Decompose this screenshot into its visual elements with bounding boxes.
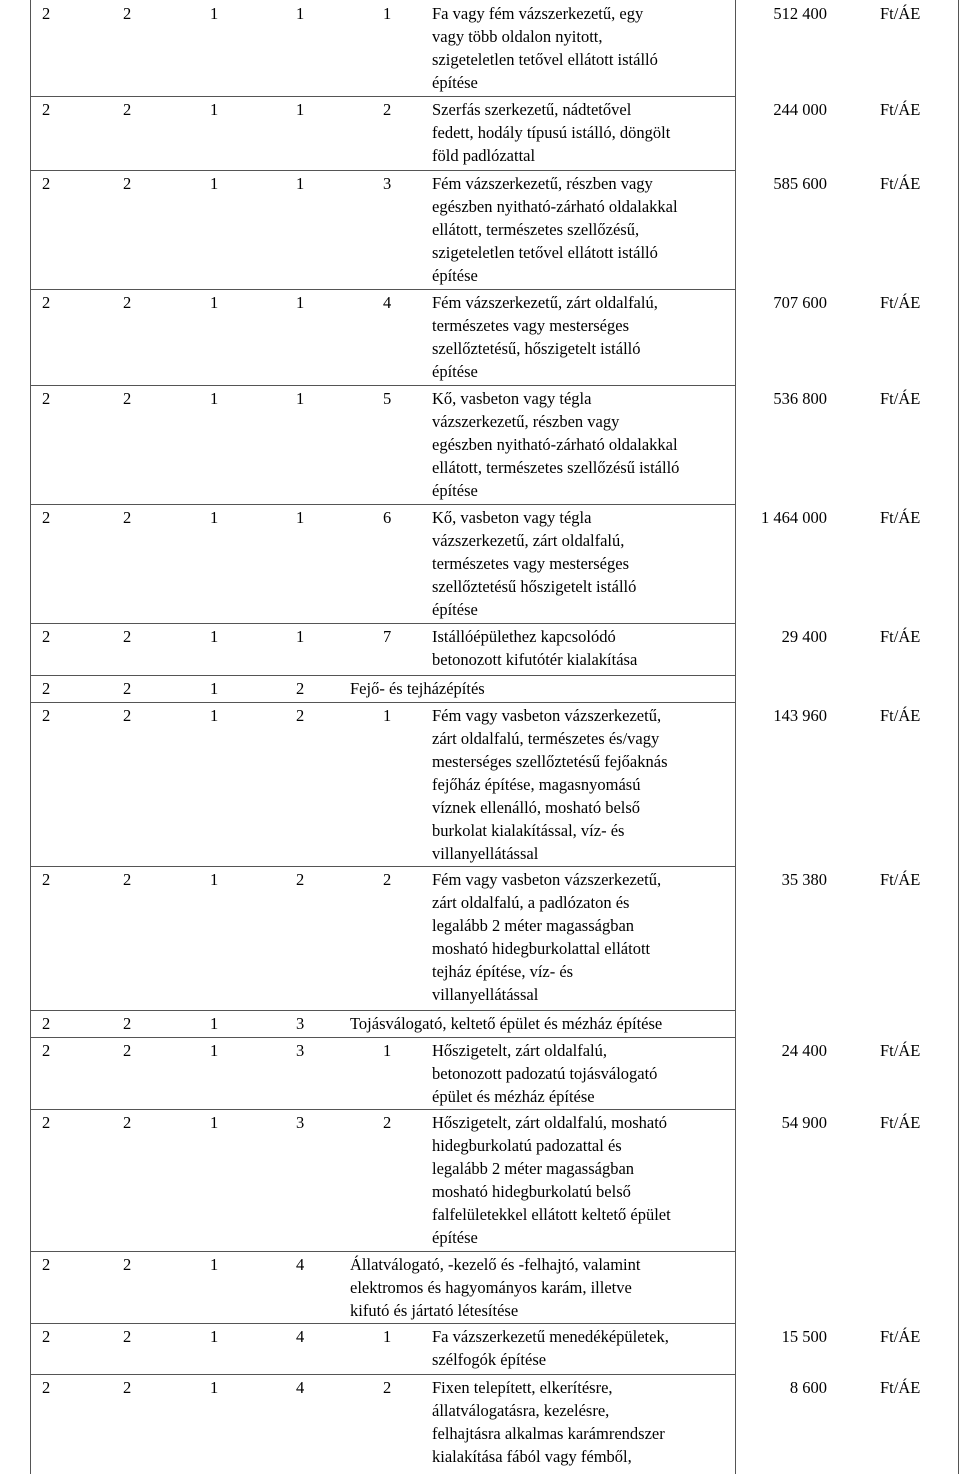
table-row: [0, 704, 960, 866]
code-digit: 2: [123, 4, 132, 23]
item-description: [432, 1325, 669, 1371]
item-description: [432, 387, 679, 502]
item-description: [432, 291, 658, 383]
table-row: [0, 1376, 960, 1474]
description-line: épület és mézház építése: [432, 1087, 595, 1106]
description-line: Kő, vasbeton vagy tégla: [432, 508, 592, 527]
description-line: Fa vázszerkezetű menedéképületek,: [432, 1327, 669, 1346]
code-digit: 3: [296, 1041, 305, 1060]
item-description: [350, 677, 485, 700]
description-line: legalább 2 méter magasságban: [432, 1159, 635, 1178]
code-digit: 2: [296, 679, 305, 698]
code-digit: 4: [296, 1378, 305, 1397]
code-digit: 2: [123, 679, 132, 698]
description-line: Kő, vasbeton vagy tégla: [432, 389, 592, 408]
code-digit: 2: [42, 389, 51, 408]
code-digit: 1: [210, 174, 219, 193]
code-digit: 1: [383, 1327, 392, 1346]
price-unit: Ft/ÁE: [880, 389, 921, 408]
code-digit: 1: [210, 1014, 219, 1033]
description-line: zárt oldalfalú, természetes és/vagy: [432, 729, 660, 748]
description-line: Állatválogató, -kezelő és -felhajtó, valamint: [350, 1255, 641, 1274]
row-divider: [30, 1010, 735, 1011]
description-line: szigeteletlen tetővel ellátott istálló: [432, 50, 658, 69]
code-digit: 1: [210, 100, 219, 119]
code-digit: 2: [383, 1378, 392, 1397]
code-digit: 1: [210, 1041, 219, 1060]
row-divider: [30, 675, 735, 676]
code-digit: 2: [42, 508, 51, 527]
table-row: [0, 2, 960, 96]
item-description: [432, 98, 670, 167]
code-digit: 2: [383, 1113, 392, 1132]
table-row: [0, 291, 960, 385]
code-digit: 3: [383, 174, 392, 193]
item-description: [350, 1253, 640, 1322]
code-digit: 2: [42, 1378, 51, 1397]
description-line: építése: [432, 73, 478, 92]
description-line: kifutó és jártató létesítése: [350, 1301, 519, 1320]
price-unit: Ft/ÁE: [880, 1041, 921, 1060]
description-line: mesterséges szellőztetésű fejőaknás: [432, 752, 668, 771]
description-line: Fixen telepített, elkerítésre,: [432, 1378, 613, 1397]
table-row: [0, 677, 960, 702]
code-digit: 1: [383, 1041, 392, 1060]
price-unit: Ft/ÁE: [880, 174, 921, 193]
description-line: ellátott, természetes szellőzésű istálló: [432, 458, 680, 477]
row-divider: [30, 1109, 735, 1110]
description-line: elektromos és hagyományos karám, illetve: [350, 1278, 632, 1297]
description-line: Fém vázszerkezetű, zárt oldalfalú,: [432, 293, 658, 312]
description-line: mosható hidegburkolattal ellátott: [432, 939, 651, 958]
code-digit: 5: [383, 389, 392, 408]
code-digit: 2: [42, 293, 51, 312]
code-digit: 2: [42, 174, 51, 193]
item-description: [432, 1376, 665, 1468]
price-value: 15 500: [781, 1327, 827, 1346]
price-value: 244 000: [773, 100, 827, 119]
row-divider: [30, 1037, 735, 1038]
description-line: szigeteletlen tetővel ellátott istálló: [432, 243, 658, 262]
description-line: tejház építése, víz- és: [432, 962, 574, 981]
code-digit: 2: [42, 1327, 51, 1346]
code-digit: 2: [42, 706, 51, 725]
item-description: [432, 1039, 657, 1108]
description-line: építése: [432, 266, 478, 285]
description-line: természetes vagy mesterséges: [432, 554, 630, 573]
description-line: legalább 2 méter magasságban: [432, 916, 635, 935]
description-line: fedett, hodály típusú istálló, döngölt: [432, 123, 671, 142]
code-digit: 1: [210, 870, 219, 889]
description-line: szellőztetésű hőszigetelt istálló: [432, 577, 637, 596]
code-digit: 1: [296, 100, 305, 119]
item-description: [432, 625, 637, 671]
code-digit: 2: [42, 870, 51, 889]
item-description: [432, 868, 661, 1006]
description-line: építése: [432, 362, 478, 381]
description-line: építése: [432, 600, 478, 619]
code-digit: 2: [42, 679, 51, 698]
code-digit: 2: [123, 1041, 132, 1060]
row-divider: [30, 1374, 735, 1375]
item-description: [432, 704, 668, 865]
row-divider: [30, 1323, 735, 1324]
code-digit: 3: [296, 1113, 305, 1132]
description-line: egészben nyitható-zárható oldalakkal: [432, 197, 678, 216]
item-description: [350, 1012, 662, 1035]
row-divider: [30, 170, 735, 171]
price-unit: Ft/ÁE: [880, 508, 921, 527]
code-digit: 2: [123, 100, 132, 119]
description-line: víznek ellenálló, mosható belső: [432, 798, 641, 817]
description-line: felhajtásra alkalmas karámrendszer: [432, 1424, 665, 1443]
code-digit: 1: [296, 174, 305, 193]
code-digit: 1: [210, 389, 219, 408]
description-line: Fém vázszerkezetű, részben vagy: [432, 174, 653, 193]
row-divider: [30, 385, 735, 386]
code-digit: 2: [123, 1255, 132, 1274]
code-digit: 1: [210, 627, 219, 646]
code-digit: 2: [42, 627, 51, 646]
price-value: 24 400: [781, 1041, 827, 1060]
code-digit: 2: [42, 100, 51, 119]
code-digit: 1: [210, 1113, 219, 1132]
price-value: 512 400: [773, 4, 827, 23]
description-line: burkolat kialakítással, víz- és: [432, 821, 625, 840]
description-line: építése: [432, 1228, 478, 1247]
price-unit: Ft/ÁE: [880, 100, 921, 119]
code-digit: 1: [210, 4, 219, 23]
description-line: villanyellátással: [432, 844, 539, 863]
code-digit: 1: [210, 508, 219, 527]
price-value: 54 900: [781, 1113, 827, 1132]
description-line: Fém vagy vasbeton vázszerkezetű,: [432, 870, 662, 889]
description-line: Fejő- és tejházépítés: [350, 679, 485, 698]
description-line: építése: [432, 481, 478, 500]
description-line: villanyellátással: [432, 985, 539, 1004]
table-row: [0, 506, 960, 623]
price-unit: Ft/ÁE: [880, 1327, 921, 1346]
description-line: Hőszigetelt, zárt oldalfalú, mosható: [432, 1113, 668, 1132]
code-digit: 6: [383, 508, 392, 527]
description-line: Szerfás szerkezetű, nádtetővel: [432, 100, 632, 119]
code-digit: 1: [210, 293, 219, 312]
code-digit: 4: [296, 1255, 305, 1274]
description-line: vázszerkezetű, zárt oldalfalú,: [432, 531, 625, 550]
description-line: Istállóépülethez kapcsolódó: [432, 627, 616, 646]
code-digit: 7: [383, 627, 392, 646]
code-digit: 1: [296, 4, 305, 23]
price-value: 585 600: [773, 174, 827, 193]
description-line: hidegburkolatú padozattal és: [432, 1136, 622, 1155]
code-digit: 2: [123, 174, 132, 193]
table-row: [0, 1012, 960, 1037]
price-value: 143 960: [773, 706, 827, 725]
code-digit: 1: [210, 1378, 219, 1397]
code-digit: 1: [296, 627, 305, 646]
description-line: Fém vagy vasbeton vázszerkezetű,: [432, 706, 662, 725]
description-line: vázszerkezetű, részben vagy: [432, 412, 620, 431]
price-unit: Ft/ÁE: [880, 293, 921, 312]
code-digit: 1: [210, 1327, 219, 1346]
price-value: 35 380: [781, 870, 827, 889]
item-description: [432, 2, 658, 94]
row-divider: [30, 96, 735, 97]
table-row: [0, 387, 960, 504]
code-digit: 4: [383, 293, 392, 312]
code-digit: 2: [42, 1255, 51, 1274]
description-line: betonozott kifutótér kialakítása: [432, 650, 638, 669]
table-row: [0, 1253, 960, 1323]
row-divider: [30, 623, 735, 624]
table-row: [0, 1039, 960, 1109]
code-digit: 2: [383, 870, 392, 889]
table-row: [0, 172, 960, 289]
price-unit: Ft/ÁE: [880, 706, 921, 725]
code-digit: 2: [383, 100, 392, 119]
table-row: [0, 1325, 960, 1374]
code-digit: 2: [123, 627, 132, 646]
description-line: fejőház építése, magasnyomású: [432, 775, 641, 794]
code-digit: 1: [383, 706, 392, 725]
code-digit: 1: [210, 1255, 219, 1274]
row-divider: [30, 866, 735, 867]
price-value: 1 464 000: [761, 508, 827, 527]
code-digit: 1: [296, 293, 305, 312]
description-line: természetes vagy mesterséges: [432, 316, 630, 335]
description-line: állatválogatásra, kezelésre,: [432, 1401, 610, 1420]
description-line: falfelületekkel ellátott keltető épület: [432, 1205, 671, 1224]
description-line: betonozott padozatú tojásválogató: [432, 1064, 658, 1083]
table-row: [0, 98, 960, 170]
description-line: ellátott, természetes szellőzésű,: [432, 220, 640, 239]
description-line: föld padlózattal: [432, 146, 536, 165]
price-value: 29 400: [781, 627, 827, 646]
code-digit: 2: [123, 293, 132, 312]
description-line: kialakítása fából vagy fémből,: [432, 1447, 632, 1466]
price-unit: Ft/ÁE: [880, 1113, 921, 1132]
code-digit: 1: [210, 706, 219, 725]
description-line: zárt oldalfalú, a padlózaton és: [432, 893, 630, 912]
row-divider: [30, 702, 735, 703]
description-line: szélfogók építése: [432, 1350, 547, 1369]
price-value: 707 600: [773, 293, 827, 312]
code-digit: 2: [123, 1327, 132, 1346]
code-digit: 2: [123, 1014, 132, 1033]
code-digit: 1: [296, 508, 305, 527]
item-description: [432, 1111, 671, 1249]
description-line: vagy több oldalon nyitott,: [432, 27, 603, 46]
code-digit: 2: [296, 870, 305, 889]
table-row: [0, 1111, 960, 1251]
code-digit: 2: [123, 389, 132, 408]
code-digit: 2: [123, 1378, 132, 1397]
code-digit: 4: [296, 1327, 305, 1346]
description-line: egészben nyitható-zárható oldalakkal: [432, 435, 678, 454]
row-divider: [30, 289, 735, 290]
description-line: Fa vagy fém vázszerkezetű, egy: [432, 4, 644, 23]
item-description: [432, 172, 678, 287]
price-value: 8 600: [789, 1378, 827, 1397]
code-digit: 2: [42, 1041, 51, 1060]
table-row: [0, 625, 960, 675]
description-line: Hőszigetelt, zárt oldalfalú,: [432, 1041, 608, 1060]
price-unit: Ft/ÁE: [880, 627, 921, 646]
price-unit: Ft/ÁE: [880, 1378, 921, 1397]
code-digit: 1: [383, 4, 392, 23]
code-digit: 2: [123, 508, 132, 527]
row-divider: [30, 1251, 735, 1252]
description-line: szellőztetésű, hőszigetelt istálló: [432, 339, 641, 358]
code-digit: 2: [42, 4, 51, 23]
row-divider: [30, 504, 735, 505]
code-digit: 2: [123, 706, 132, 725]
code-digit: 1: [296, 389, 305, 408]
table-row: [0, 868, 960, 1010]
code-digit: 1: [210, 679, 219, 698]
code-digit: 2: [296, 706, 305, 725]
code-digit: 2: [123, 870, 132, 889]
item-description: [432, 506, 636, 621]
code-digit: 2: [42, 1014, 51, 1033]
price-value: 536 800: [773, 389, 827, 408]
code-digit: 3: [296, 1014, 305, 1033]
description-line: mosható hidegburkolatú belső: [432, 1182, 631, 1201]
code-digit: 2: [42, 1113, 51, 1132]
code-digit: 2: [123, 1113, 132, 1132]
price-unit: Ft/ÁE: [880, 870, 921, 889]
description-line: Tojásválogató, keltető épület és mézház építése: [350, 1014, 663, 1033]
price-unit: Ft/ÁE: [880, 4, 921, 23]
